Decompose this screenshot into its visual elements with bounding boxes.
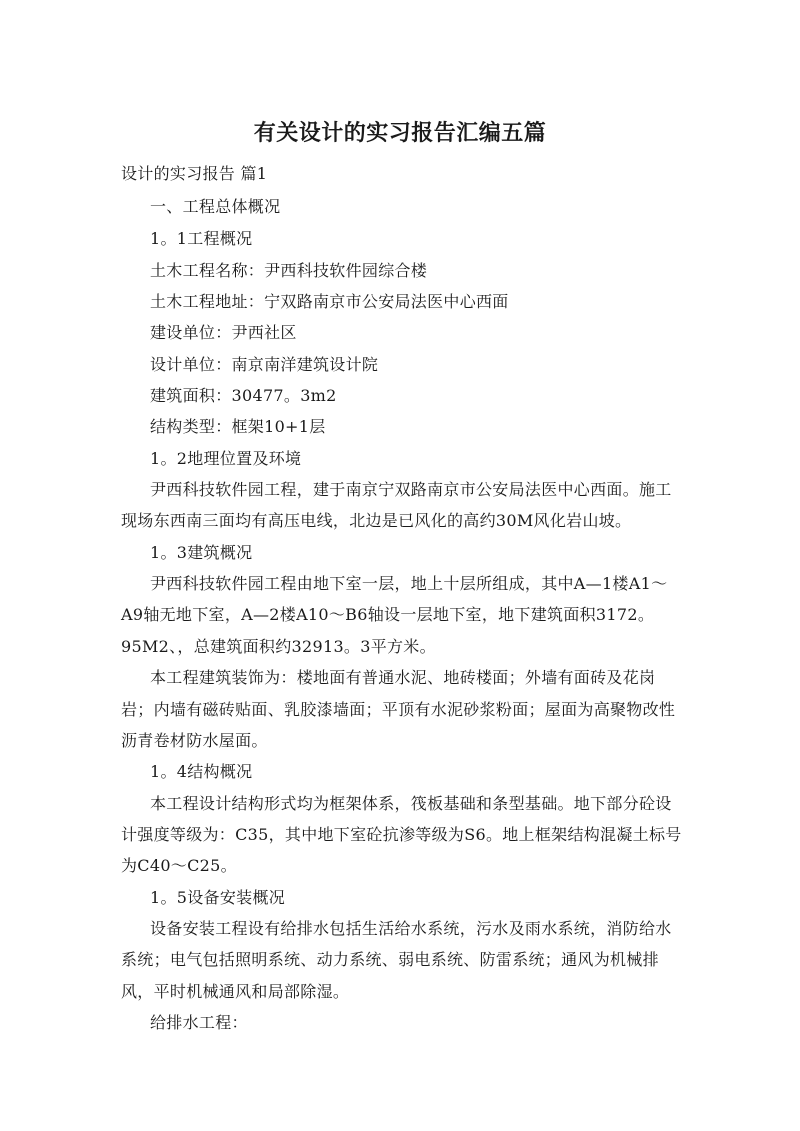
paragraph-line: 沥青卷材防水屋面。 [121,731,268,750]
paragraph-line: 为C40～C25。 [121,856,237,875]
subsection-heading: 1。4结构概况 [150,762,253,781]
paragraph-line: 结构类型：框架10+1层 [150,417,326,436]
paragraph-line: 本工程设计结构形式均为框架体系，筏板基础和条型基础。地下部分砼设 [150,794,672,813]
paragraph-line: 土木工程地址：宁双路南京市公安局法医中心西面 [150,292,509,311]
subsection-heading: 1。1工程概况 [150,229,253,248]
paragraph-line: 系统；电气包括照明系统、动力系统、弱电系统、防雷系统；通风为机械排 [121,950,659,969]
paragraph-line: A9轴无地下室，A—2楼A10～B6轴设一层地下室，地下建筑面积3172。 [121,605,655,624]
paragraph-line: 本工程建筑装饰为：楼地面有普通水泥、地砖楼面；外墙有面砖及花岗 [150,668,656,687]
paragraph-line: 风，平时机械通风和局部除湿。 [121,982,350,1001]
paragraph-line: 建设单位：尹西社区 [150,323,297,342]
paragraph-line: 岩；内墙有磁砖贴面、乳胶漆墙面；平顶有水泥砂浆粉面；屋面为高聚物改性 [121,700,676,719]
subsection-heading: 1。5设备安装概况 [150,888,286,907]
paragraph-line: 现场东西南三面均有高压电线，北边是已风化的高约30M风化岩山坡。 [121,511,632,530]
paragraph-line: 95M2、，总建筑面积约32913。3平方米。 [121,637,436,656]
subsection-heading: 一、工程总体概况 [150,197,281,216]
paragraph-line: 设备安装工程设有给排水包括生活给水系统，污水及雨水系统，消防给水 [150,919,672,938]
paragraph-line: 尹西科技软件园工程由地下室一层，地上十层所组成，其中A—1楼A1～ [150,574,668,593]
section-heading: 设计的实习报告 篇1 [121,164,268,183]
document-title: 有关设计的实习报告汇编五篇 [253,121,547,146]
subsection-heading: 1。3建筑概况 [150,543,253,562]
paragraph-line: 建筑面积：30477。3m2 [150,386,337,405]
paragraph-line: 设计单位：南京南洋建筑设计院 [150,355,379,374]
paragraph-line: 计强度等级为：C35，其中地下室砼抗渗等级为S6。地上框架结构混凝土标号 [121,825,682,844]
paragraph-line: 尹西科技软件园工程，建于南京宁双路南京市公安局法医中心西面。施工 [150,480,672,499]
subsection-heading: 给排水工程： [150,1013,248,1032]
paragraph-line: 土木工程名称：尹西科技软件园综合楼 [150,261,428,280]
subsection-heading: 1。2地理位置及环境 [150,449,302,468]
